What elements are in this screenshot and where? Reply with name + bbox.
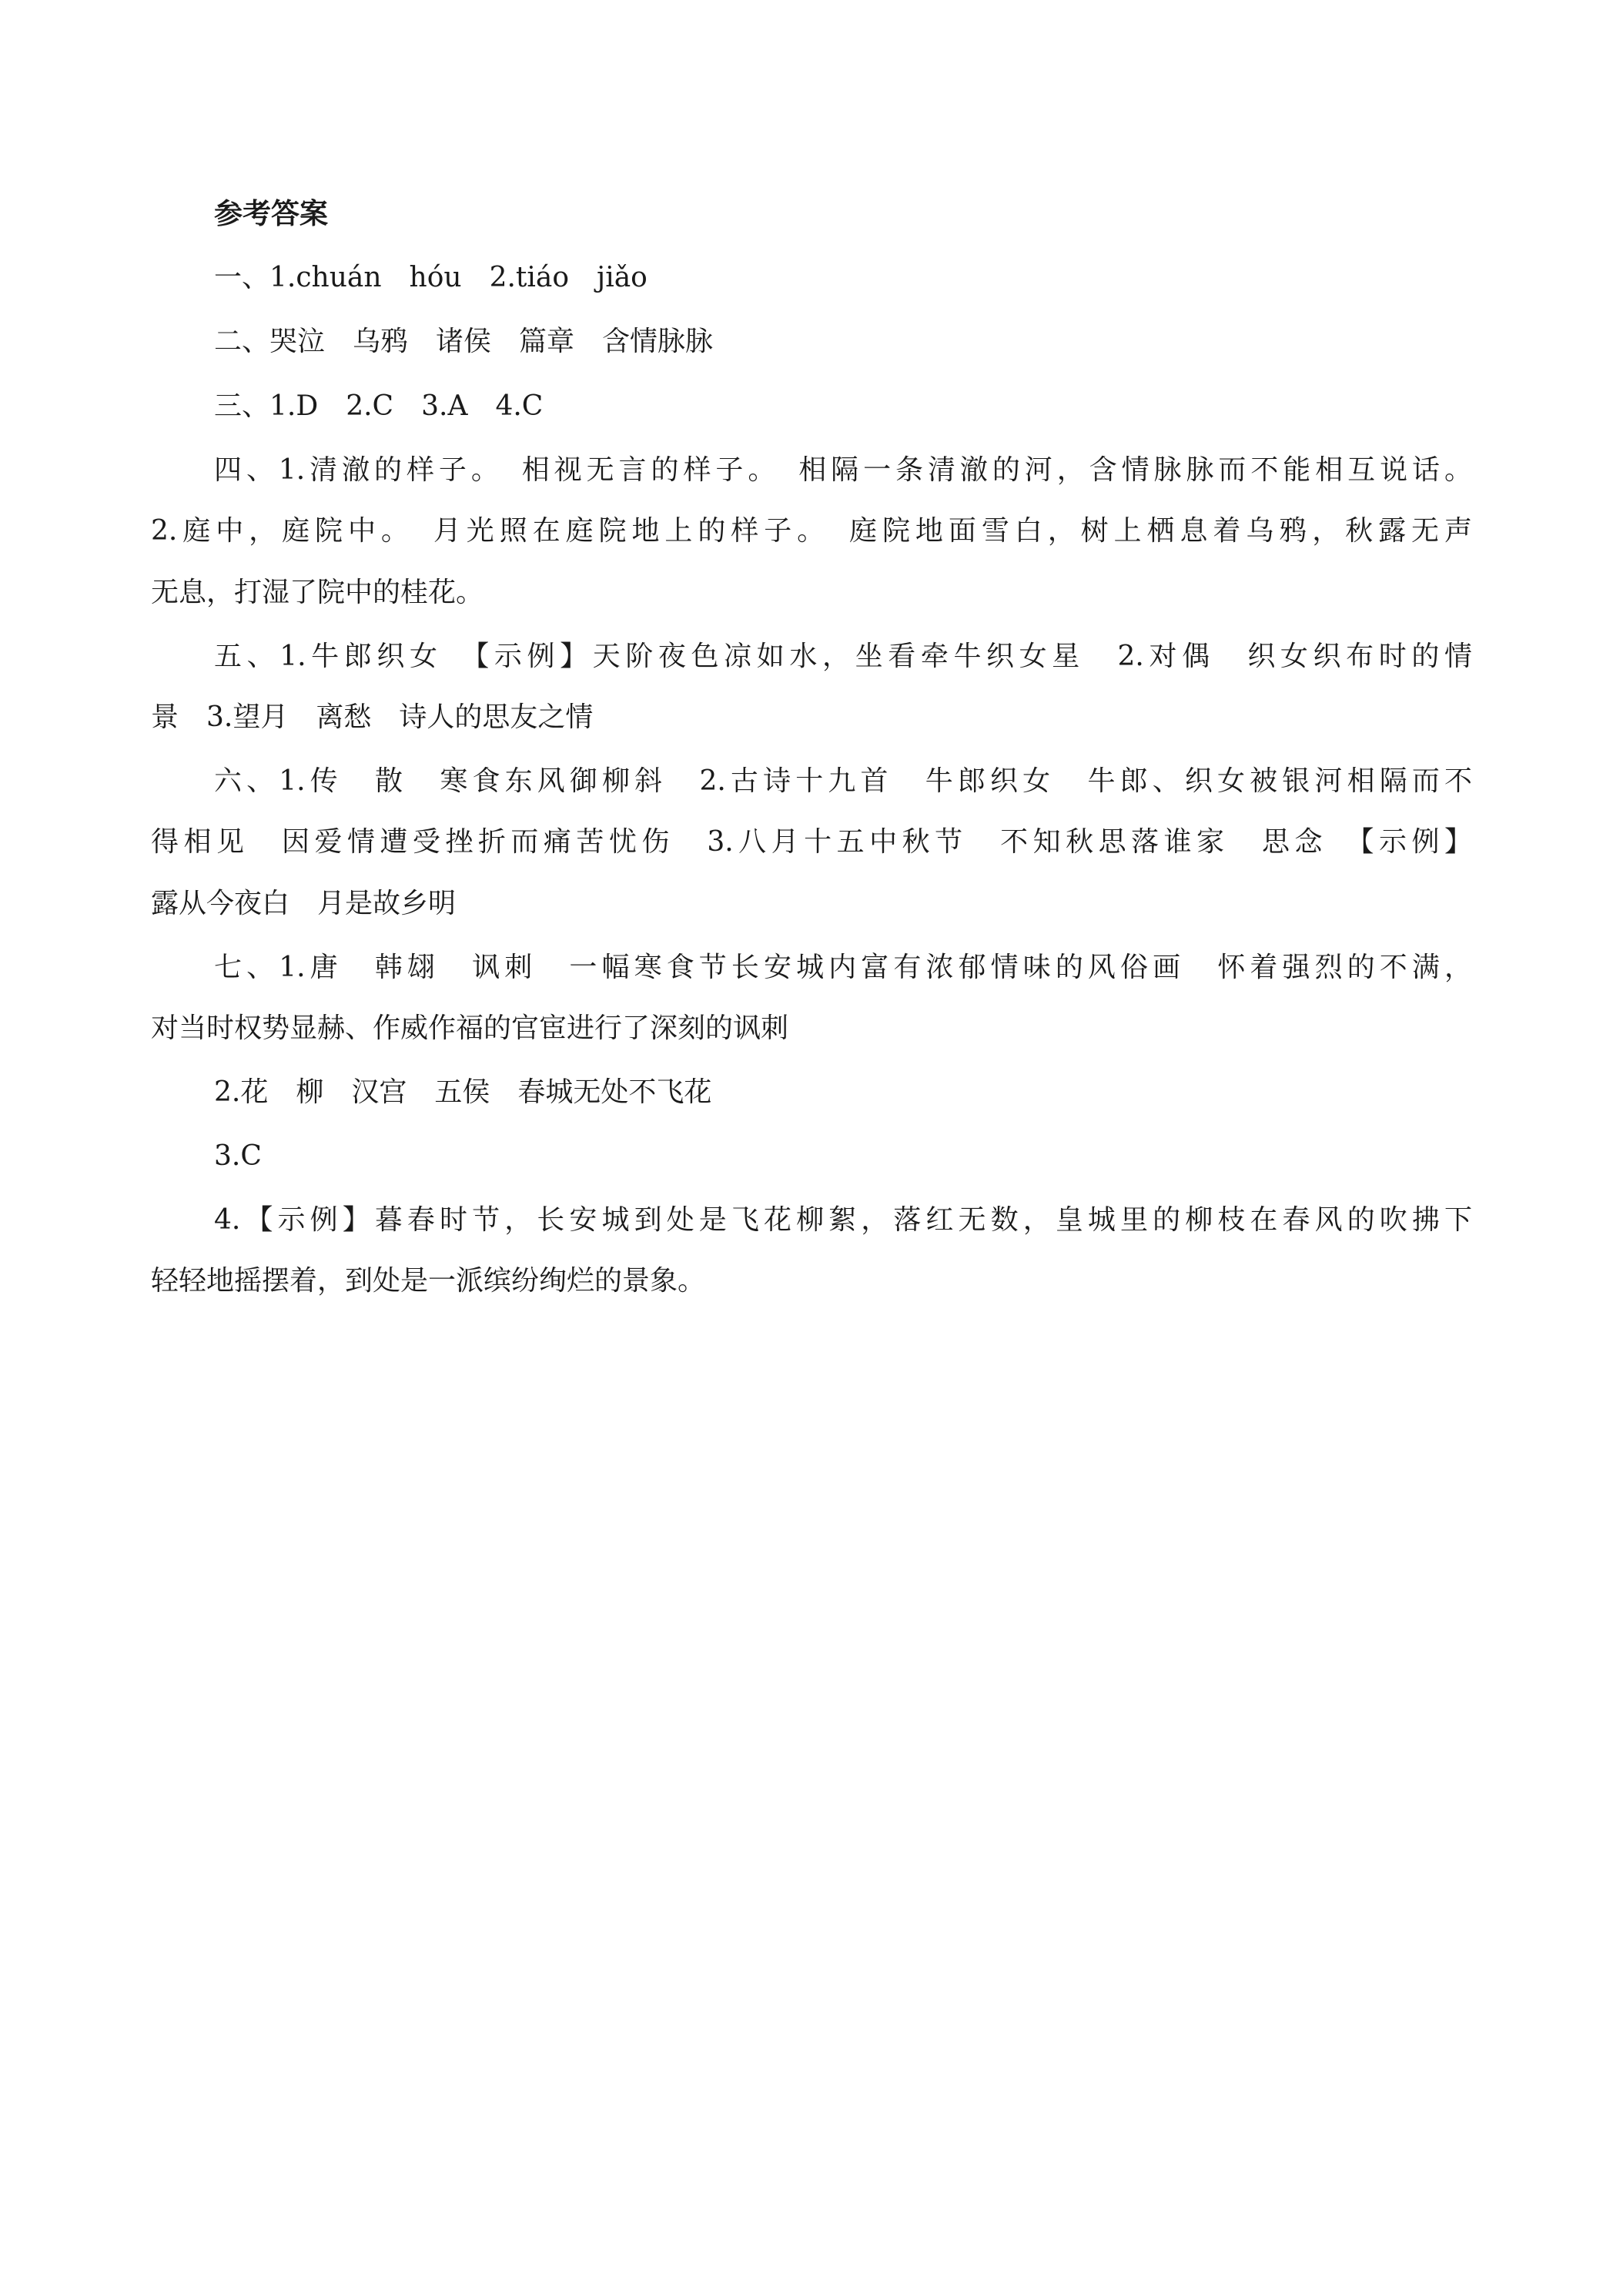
answer-line-17: 轻轻地摇摆着，到处是一派缤纷绚烂的景象。: [151, 1265, 706, 1297]
answer-line-2: 二、哭泣 乌鸦 诸侯 篇章 含情脉脉: [214, 326, 714, 357]
answer-line-1: 一、1.chuán hóu 2.tiáo jiǎo: [214, 262, 648, 293]
answer-line-11: 露从今夜白 月是故乡明: [151, 888, 457, 919]
answer-line-14: 2.花 柳 汉宫 五侯 春城无处不飞花: [214, 1076, 712, 1108]
answer-line-9: 六、1.传 散 寒食东风御柳斜 2.古诗十九首 牛郎织女 牛郎、织女被银河相隔而不: [214, 765, 1472, 797]
answer-line-3: 三、1.D 2.C 3.A 4.C: [214, 390, 544, 422]
answer-line-4: 四、1.清澈的样子。 相视无言的样子。 相隔一条清澈的河，含情脉脉而不能相互说话。: [214, 454, 1472, 486]
answer-line-7: 五、1.牛郎织女 【示例】天阶夜色凉如水，坐看牵牛织女星 2.对偶 织女织布时的情: [214, 641, 1472, 672]
answer-line-15: 3.C: [214, 1140, 262, 1172]
answer-line-5: 2.庭中，庭院中。 月光照在庭院地上的样子。 庭院地面雪白，树上栖息着乌鸦，秋露无声: [151, 515, 1472, 547]
page-title: 参考答案: [214, 197, 328, 230]
answer-line-12: 七、1.唐 韩翃 讽刺 一幅寒食节长安城内富有浓郁情味的风俗画 怀着强烈的不满，: [214, 952, 1472, 983]
answer-line-10: 得相见 因爱情遭受挫折而痛苦忧伤 3.八月十五中秋节 不知秋思落谁家 思念 【示例】: [151, 826, 1472, 858]
answer-line-8: 景 3.望月 离愁 诗人的思友之情: [151, 701, 594, 733]
answer-line-6: 无息，打湿了院中的桂花。: [151, 577, 484, 608]
answer-line-13: 对当时权势显赫、作威作福的官宦进行了深刻的讽刺: [151, 1012, 789, 1044]
answer-line-16: 4.【示例】暮春时节，长安城到处是飞花柳絮，落红无数，皇城里的柳枝在春风的吹拂下: [214, 1204, 1472, 1236]
